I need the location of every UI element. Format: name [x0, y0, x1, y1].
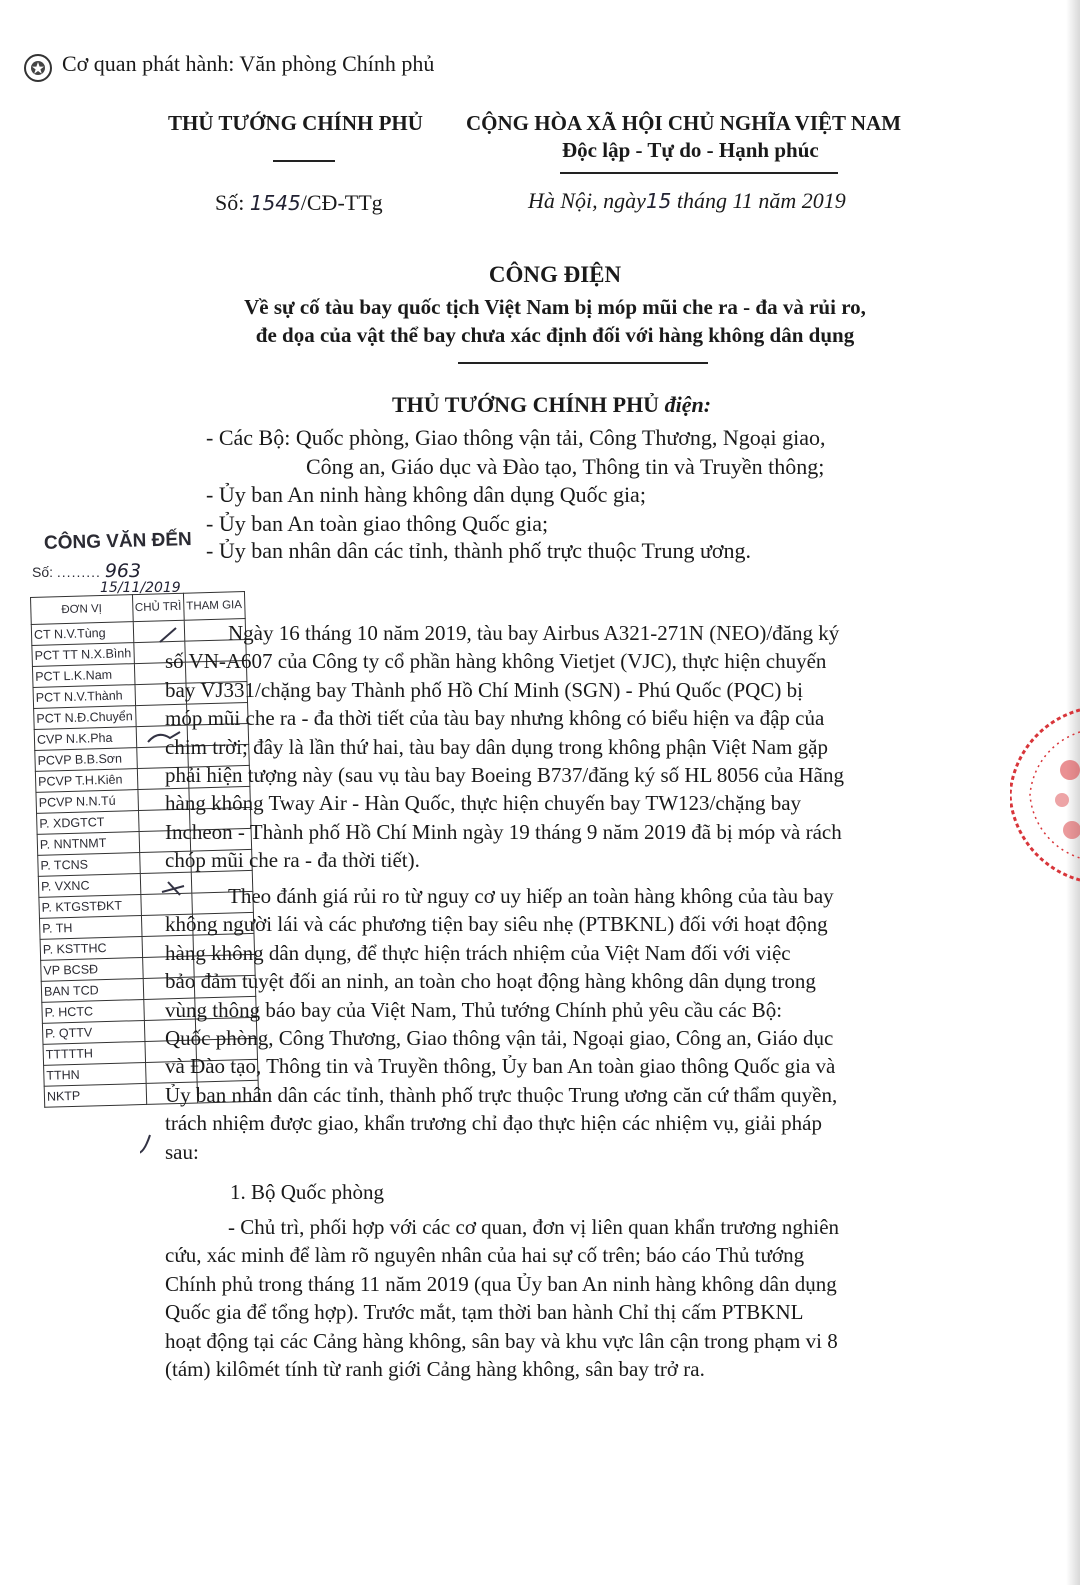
routing-unit-cell: TTHN: [44, 1062, 146, 1086]
paragraph-2-line-2: hàng không dân dụng, để thực hiện trách nhiệm của Việt Nam đối với việc: [165, 940, 791, 965]
document-subtitle-line2: đe dọa của vật thể bay chưa xác định đối với hàng không dân dụng: [255, 323, 855, 347]
routing-unit-cell: PCVP T.H.Kiên: [35, 769, 137, 793]
paragraph-1-line-8: chóp mũi che ra - đa thời tiết).: [165, 848, 420, 873]
document-number-label: Số:: [215, 190, 245, 215]
routing-unit-cell: P. TH: [39, 916, 141, 940]
routing-unit-cell: PCVP B.B.Sơn: [35, 748, 137, 772]
incoming-stamp-number-value: 963: [104, 560, 142, 582]
paragraph-3-line-1: cứu, xác minh để làm rõ nguyên nhân của hai sự cố trên; báo cáo Thủ tướng: [165, 1243, 805, 1268]
date-year-label: năm: [758, 188, 797, 213]
addressee-item: - Ủy ban An toàn giao thông Quốc gia;: [206, 511, 549, 536]
routing-unit-cell: P. HCTC: [42, 999, 144, 1023]
motto-underline: [560, 172, 838, 174]
routing-unit-cell: BAN TCD: [41, 978, 143, 1002]
paragraph-2-line-7: Ủy ban nhân dân các tỉnh, thành phố trực thuộc Trung ương căn cứ thẩm quyền,: [165, 1082, 838, 1107]
body-paragraph-3: [165, 1213, 947, 1383]
paragraph-3-line-3: Quốc gia để tổng hợp). Trước mắt, tạm thời ban hành Chỉ thị cấm PTBKNL: [165, 1300, 804, 1325]
document-number: [215, 190, 383, 216]
issuer-underline: [273, 160, 335, 162]
addressee-item: - Ủy ban nhân dân các tỉnh, thành phố trực thuộc Trung ương.: [206, 538, 752, 563]
routing-header-unit: ĐƠN VỊ: [31, 595, 133, 625]
section-1-heading: 1. Bộ Quốc phòng: [230, 1180, 384, 1204]
paragraph-1-line-2: bay VJ331/chặng bay Thành phố Hồ Chí Minh (SGN) - Phú Quốc (PQC) bị: [165, 677, 803, 702]
national-title: CỘNG HÒA XÃ HỘI CHỦ NGHĨA VIỆT NAM: [466, 111, 902, 135]
paragraph-2-line-9: sau:: [165, 1139, 199, 1164]
incoming-stamp-number: Số: ......... 963: [32, 560, 142, 582]
routing-unit-cell: P. TCNS: [38, 853, 140, 877]
paragraph-1-line-4: chim trời; đây là lần thứ hai, tàu bay dân dụng trong không phận Việt Nam gặp: [165, 734, 828, 759]
document-number-value: 1545: [249, 191, 301, 215]
title-underline: [458, 362, 708, 364]
date-year: 2019: [801, 188, 846, 213]
routing-unit-cell: VP BCSĐ: [41, 958, 143, 982]
paragraph-2-line-6: và Đào tạo, Thông tin và Truyền thông, Ủy ban An toàn giao thông Quốc gia và: [165, 1054, 836, 1079]
routing-unit-cell: PCT TT N.X.Bình: [32, 643, 134, 667]
incoming-stamp-date: 15/11/2019: [100, 580, 181, 596]
document-number-suffix: /CĐ-TTg: [300, 190, 383, 215]
paragraph-1-line-5: phải hiện tượng này (sau vụ tàu bay Boeing B737/đăng ký số HL 8056 của Hãng: [165, 763, 845, 788]
issue-date: [528, 188, 846, 214]
date-prefix: Hà Nội, ngày: [528, 188, 646, 213]
paragraph-2-line-0: Theo đánh giá rủi ro từ nguy cơ uy hiếp an toàn hàng không của tàu bay: [228, 884, 834, 908]
routing-unit-cell: P. NNTNMT: [37, 832, 139, 856]
body-paragraph-1: [165, 619, 947, 875]
paragraph-3-line-0: - Chủ trì, phối hợp với các cơ quan, đơn vị liên quan khẩn trương nghiên: [228, 1215, 840, 1239]
document-title: CÔNG ĐIỆN: [488, 262, 622, 287]
routing-unit-cell: PCT N.Đ.Chuyển: [34, 706, 136, 730]
red-seal-fragment: [1010, 700, 1080, 890]
addressee-item: Công an, Giáo dục và Đào tạo, Thông tin và Truyền thông;: [306, 454, 825, 479]
addressee-heading-suffix: điện:: [664, 392, 712, 417]
paragraph-1-line-6: hàng không Tway Air - Hàn Quốc, thực hiện chuyến bay TW123/chặng bay: [165, 791, 802, 816]
paragraph-2-line-5: Quốc phòng, Công Thương, Giao thông vận tải, Ngoại giao, Công an, Giáo dục: [165, 1026, 834, 1051]
routing-unit-cell: P. KSTTHC: [40, 937, 142, 961]
paragraph-1-line-3: móp mũi che ra - đa thời tiết của tàu bay nhưng không có biểu hiện va đập của: [165, 706, 825, 731]
routing-unit-cell: P. VXNC: [38, 874, 140, 898]
paragraph-1-line-0: Ngày 16 tháng 10 năm 2019, tàu bay Airbus A321-271N (NEO)/đăng ký: [228, 621, 840, 645]
body-paragraph-2: [165, 882, 947, 1166]
issuer-line: Cơ quan phát hành: Văn phòng Chính phủ: [62, 51, 435, 76]
routing-header-lead: CHỦ TRÌ: [132, 593, 184, 621]
addressee-item: - Các Bộ: Quốc phòng, Giao thông vận tải, Công Thương, Ngoại giao,: [206, 425, 826, 450]
paragraph-2-line-4: vùng thông báo bay của Việt Nam, Thủ tướng Chính phủ yêu cầu các Bộ:: [165, 997, 783, 1022]
routing-unit-cell: P. KTGSTĐKT: [39, 895, 141, 919]
routing-unit-cell: CT N.V.Tùng: [31, 622, 133, 646]
paragraph-1-line-7: Incheon - Thành phố Hồ Chí Minh ngày 19 tháng 9 năm 2019 đã bị móp và rách: [165, 819, 842, 844]
date-month-label: tháng: [676, 188, 728, 213]
paragraph-2-line-1: không người lái và các phương tiện bay siêu nhẹ (PTBKNL) đối với hoạt động: [165, 912, 828, 937]
routing-unit-cell: PCT L.K.Nam: [32, 664, 134, 688]
incoming-stamp-title: CÔNG VĂN ĐẾN: [43, 529, 193, 554]
routing-unit-cell: CVP N.K.Pha: [34, 727, 136, 751]
date-day: 15: [645, 189, 672, 213]
routing-unit-cell: PCVP N.N.Tú: [36, 790, 138, 814]
issuing-authority: THỦ TƯỚNG CHÍNH PHỦ: [168, 111, 423, 135]
national-motto: Độc lập - Tự do - Hạnh phúc: [562, 138, 819, 162]
addressee-item: - Ủy ban An ninh hàng không dân dụng Quốc gia;: [206, 482, 646, 507]
routing-unit-cell: TTTTTH: [43, 1041, 145, 1065]
routing-unit-cell: P. QTTV: [42, 1020, 144, 1044]
document-subtitle-line1: Về sự cố tàu bay quốc tịch Việt Nam bị móp mũi che ra - đa và rủi ro,: [244, 295, 866, 319]
addressee-heading-text: THỦ TƯỚNG CHÍNH PHỦ: [392, 392, 660, 417]
paragraph-2-line-3: bảo đảm tuyệt đối an ninh, an toàn cho hoạt động hàng không dân dụng trong: [165, 969, 816, 994]
paragraph-3-line-5: (tám) kilômét tính từ ranh giới Cảng hàng không, sân bay trở ra.: [165, 1357, 705, 1382]
issuer-emblem-icon: [22, 52, 54, 84]
paragraph-3-line-2: Chính phủ trong tháng 11 năm 2019 (qua Ủy ban An ninh hàng không dân dụng: [165, 1271, 837, 1296]
routing-header-support: THAM GIA: [183, 592, 244, 621]
paragraph-1-line-1: số VN-A607 của Công ty cổ phần hàng không Vietjet (VJC), thực hiện chuyến: [165, 649, 827, 674]
addressee-heading: [392, 392, 711, 418]
paragraph-3-line-4: hoạt động tại các Cảng hàng không, sân bay và khu vực lân cận trong phạm vi 8: [165, 1328, 838, 1353]
routing-unit-cell: P. XDGTCT: [37, 811, 139, 835]
incoming-stamp-number-label: Số:: [32, 564, 54, 580]
routing-unit-cell: NKTP: [44, 1083, 146, 1107]
date-month: 11: [732, 188, 753, 213]
routing-unit-cell: PCT N.V.Thành: [33, 685, 135, 709]
paragraph-2-line-8: trách nhiệm được giao, khẩn trương chỉ đạo thực hiện các nhiệm vụ, giải pháp: [165, 1111, 822, 1136]
